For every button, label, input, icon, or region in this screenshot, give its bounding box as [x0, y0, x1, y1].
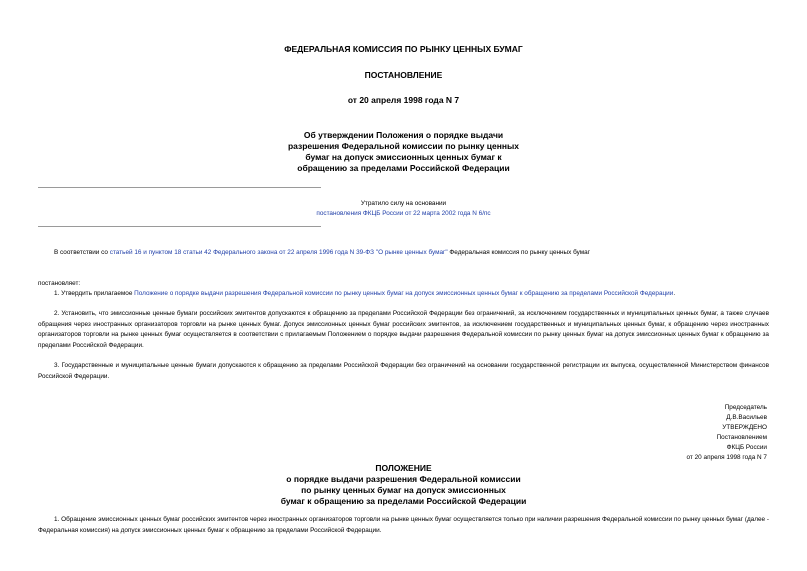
divider-top — [38, 187, 321, 188]
signatory-name: Д.В.Васильев — [726, 414, 767, 421]
divider-bottom — [38, 226, 321, 227]
regulation-line-1: о порядке выдачи разрешения Федеральной комиссии — [286, 474, 521, 484]
regulation-item-1 — [38, 515, 769, 536]
title-line-1: Об утверждении Положения о порядке выдачи — [303, 130, 504, 140]
item-3-text: 3. Государственные и муниципальные ценные бумаги допускаются к обращению за пределами Российской Федерации без ограничений на основании государственной регистрации их выпуска, осуществленной Министерством финансов Российской Федерации. — [38, 362, 769, 380]
document-date-number: от 20 апреля 1998 года N 7 — [347, 95, 460, 105]
regulation-heading: ПОЛОЖЕНИЕ — [375, 463, 432, 473]
issuing-authority: ФЕДЕРАЛЬНАЯ КОМИССИЯ ПО РЫНКУ ЦЕННЫХ БУМАГ — [284, 44, 523, 54]
decree-word: постановляет: — [38, 280, 81, 287]
approval-date: от 20 апреля 1998 года N 7 — [686, 454, 767, 461]
document-title — [0, 130, 807, 174]
federal-law-link[interactable]: статьей 16 и пунктом 18 статьи 42 Федерального закона от 22 апреля 1996 года N 39-ФЗ "О рынке ценных бумаг" — [109, 249, 448, 256]
signature-block — [687, 403, 767, 463]
regulation-line-2: по рынку ценных бумаг на допуск эмиссионных — [301, 485, 506, 495]
approval-by: Постановлением — [716, 434, 767, 441]
repeal-decree-link[interactable]: постановления ФКЦБ России от 22 марта 2002 года N 6/пс — [316, 210, 491, 217]
regulation-title — [0, 463, 807, 507]
item-2-text: 2. Установить, что эмиссионные ценные бумаги российских эмитентов допускаются к обращению за пределами Российской Федерации без ограничений, за исключением государственных и муниципальных ценных бумаг, а также случаев обращения через иностранных организаторов торговли на рынке ценных бумаг. Допуск эмиссионных ценных бумаг российских эмитентов, за исключением государственных и муниципальных ценных бумаг, к обращению через иностранных организаторов торговли на рынке ценных бумаг осуществляется в соответствии с прилагаемым Положением о порядке выдачи разрешения Федеральной комиссии по рынку ценных бумаг на допуск эмиссионных ценных бумаг к обращению за пределами Российской Федерации. — [38, 310, 769, 349]
item-1-prefix: 1. Утвердить прилагаемое — [54, 290, 135, 297]
status-note: Утратило силу на основании — [360, 200, 447, 207]
item-3 — [38, 361, 769, 382]
regulation-line-3: бумаг к обращению за пределами Российской Федерации — [280, 496, 527, 506]
regulation-link[interactable]: Положение о порядке выдачи разрешения Федеральной комиссии по рынку ценных бумаг на допуск эмиссионных ценных бумаг к обращению за пределами Российской Федерации — [134, 290, 674, 297]
preamble-prefix: В соответствии со — [54, 249, 110, 256]
signatory-role: Председатель — [724, 404, 767, 411]
title-line-4: обращению за пределами Российской Федерации — [297, 163, 510, 173]
approval-agency: ФКЦБ России — [726, 444, 767, 451]
title-line-3: бумаг на допуск эмиссионных ценных бумаг к — [305, 152, 502, 162]
regulation-item-1-text: 1. Обращение эмиссионных ценных бумаг российских эмитентов через иностранных организаторов торговли на рынке ценных бумаг осуществляется только при наличии разрешения Федеральной комиссии по рынку ценных бумаг (далее - Федеральная комиссия) на допуск эмиссионных ценных бумаг к обращению за пределами Российской Федерации. — [38, 516, 769, 534]
approval-stamp: УТВЕРЖДЕНО — [722, 424, 767, 431]
item-1 — [38, 289, 769, 300]
preamble-suffix: Федеральная комиссия по рынку ценных бумаг — [447, 249, 591, 256]
title-line-2: разрешения Федеральной комиссии по рынку ценных — [287, 141, 520, 151]
preamble — [38, 248, 769, 259]
item-1-suffix: . — [673, 290, 676, 297]
item-2 — [38, 309, 769, 351]
document-type: ПОСТАНОВЛЕНИЕ — [364, 70, 443, 80]
